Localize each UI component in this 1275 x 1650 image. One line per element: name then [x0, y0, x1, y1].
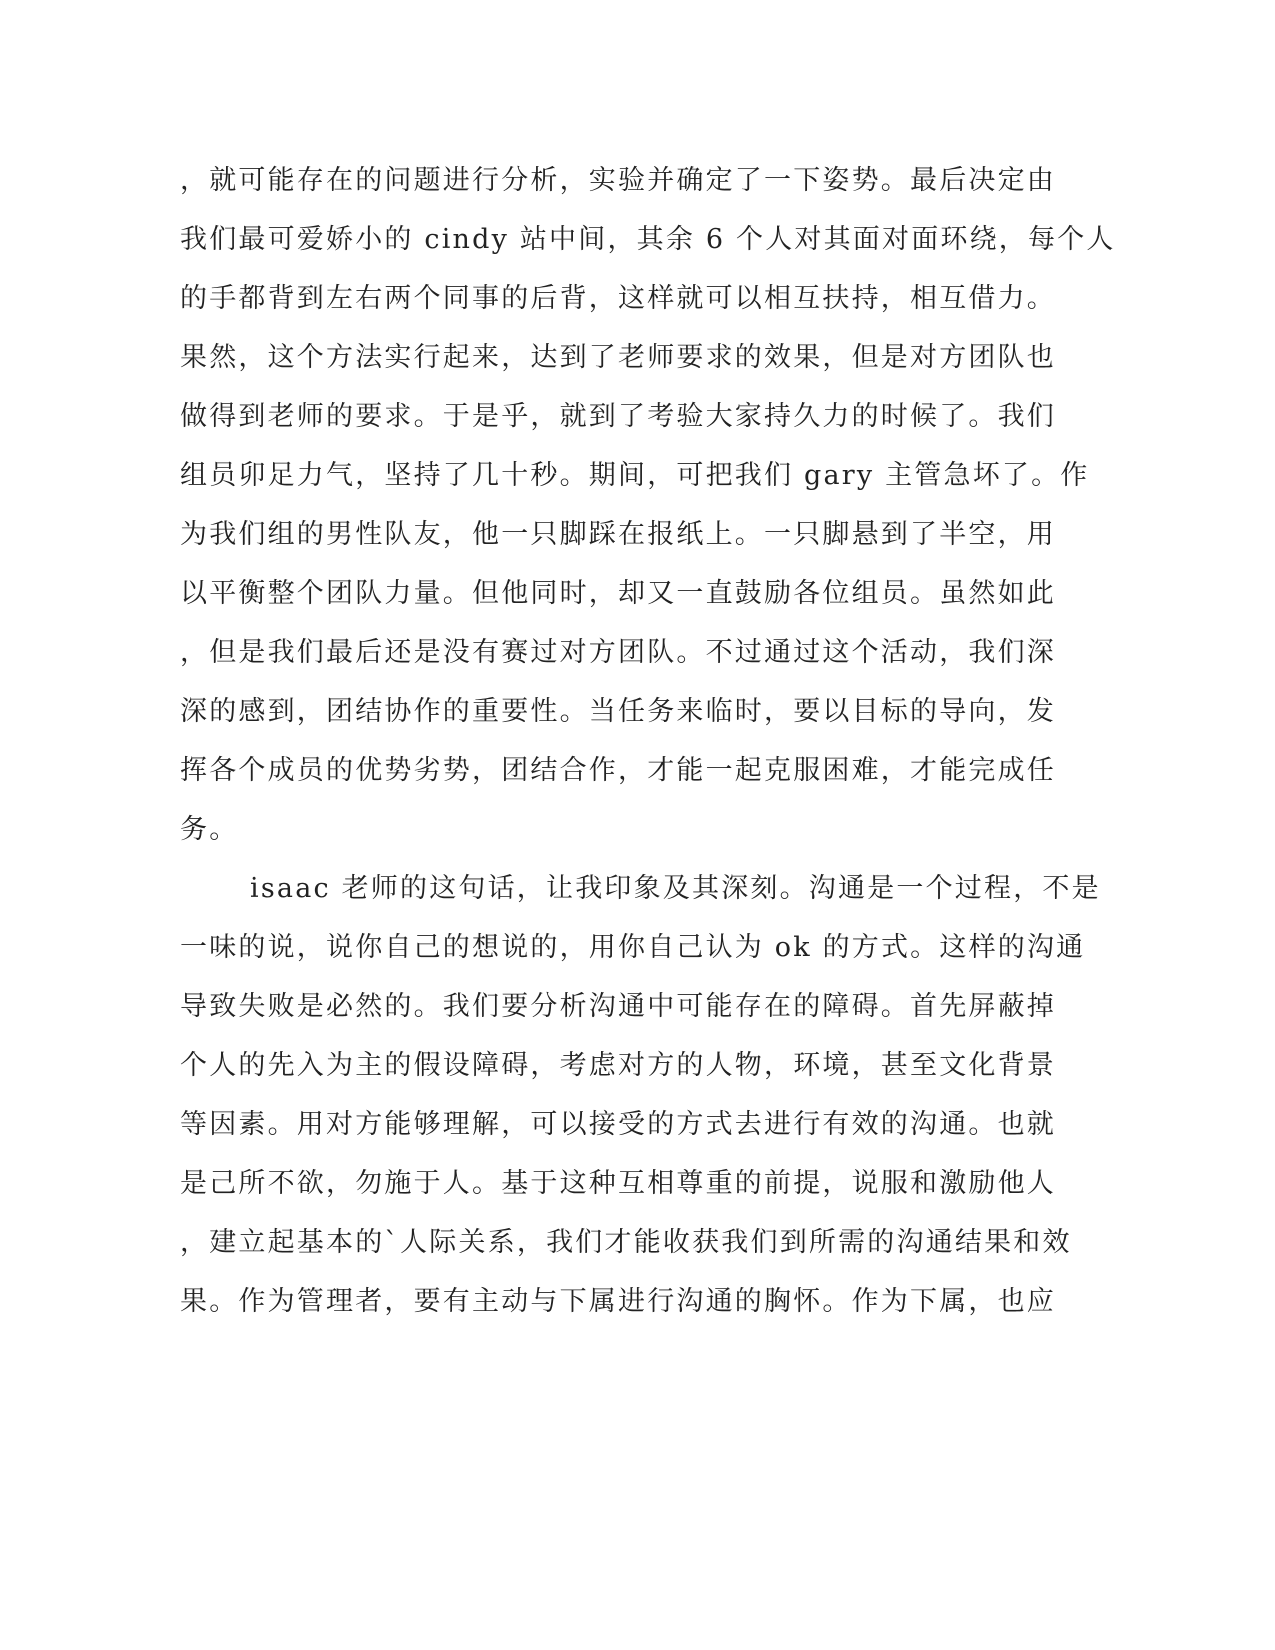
paragraph-2-line-7: ，建立起基本的`人际关系，我们才能收获我们到所需的沟通结果和效 — [180, 1227, 1072, 1258]
paragraph-2-line-6: 是己所不欲，勿施于人。基于这种互相尊重的前提，说服和激励他人 — [180, 1168, 1056, 1199]
paragraph-2-line-8: 果。作为管理者，要有主动与下属进行沟通的胸怀。作为下属，也应 — [180, 1286, 1056, 1317]
paragraph-1-line-5: 做得到老师的要求。于是乎，就到了考验大家持久力的时候了。我们 — [180, 401, 1056, 432]
paragraph-1-line-12: 务。 — [180, 814, 239, 845]
paragraph-1-line-2: 我们最可爱娇小的 cindy 站中间，其余 6 个人对其面对面环绕，每个人 — [180, 224, 1116, 255]
paragraph-1-line-3: 的手都背到左右两个同事的后背，这样就可以相互扶持，相互借力。 — [180, 283, 1056, 314]
paragraph-2-line-2: 一味的说，说你自己的想说的，用你自己认为 ok 的方式。这样的沟通 — [180, 932, 1086, 963]
paragraph-1-line-9: ，但是我们最后还是没有赛过对方团队。不过通过这个活动，我们深 — [180, 637, 1056, 668]
paragraph-1-line-1: ，就可能存在的问题进行分析，实验并确定了一下姿势。最后决定由 — [180, 165, 1056, 196]
paragraph-2-line-4: 个人的先入为主的假设障碍，考虑对方的人物，环境，甚至文化背景 — [180, 1050, 1056, 1081]
paragraph-1-line-4: 果然，这个方法实行起来，达到了老师要求的效果，但是对方团队也 — [180, 342, 1056, 373]
paragraph-2-line-3: 导致失败是必然的。我们要分析沟通中可能存在的障碍。首先屏蔽掉 — [180, 991, 1056, 1022]
paragraph-2-line-1: isaac 老师的这句话，让我印象及其深刻。沟通是一个过程，不是 — [250, 873, 1101, 904]
paragraph-1-line-10: 深的感到，团结协作的重要性。当任务来临时，要以目标的导向，发 — [180, 696, 1056, 727]
paragraph-1-line-7: 为我们组的男性队友，他一只脚踩在报纸上。一只脚悬到了半空，用 — [180, 519, 1056, 550]
paragraph-1-line-8: 以平衡整个团队力量。但他同时，却又一直鼓励各位组员。虽然如此 — [180, 578, 1056, 609]
paragraph-1-line-11: 挥各个成员的优势劣势，团结合作，才能一起克服困难，才能完成任 — [180, 755, 1056, 786]
paragraph-2-line-5: 等因素。用对方能够理解，可以接受的方式去进行有效的沟通。也就 — [180, 1109, 1056, 1140]
paragraph-1-line-6: 组员卯足力气，坚持了几十秒。期间，可把我们 gary 主管急坏了。作 — [180, 460, 1090, 491]
